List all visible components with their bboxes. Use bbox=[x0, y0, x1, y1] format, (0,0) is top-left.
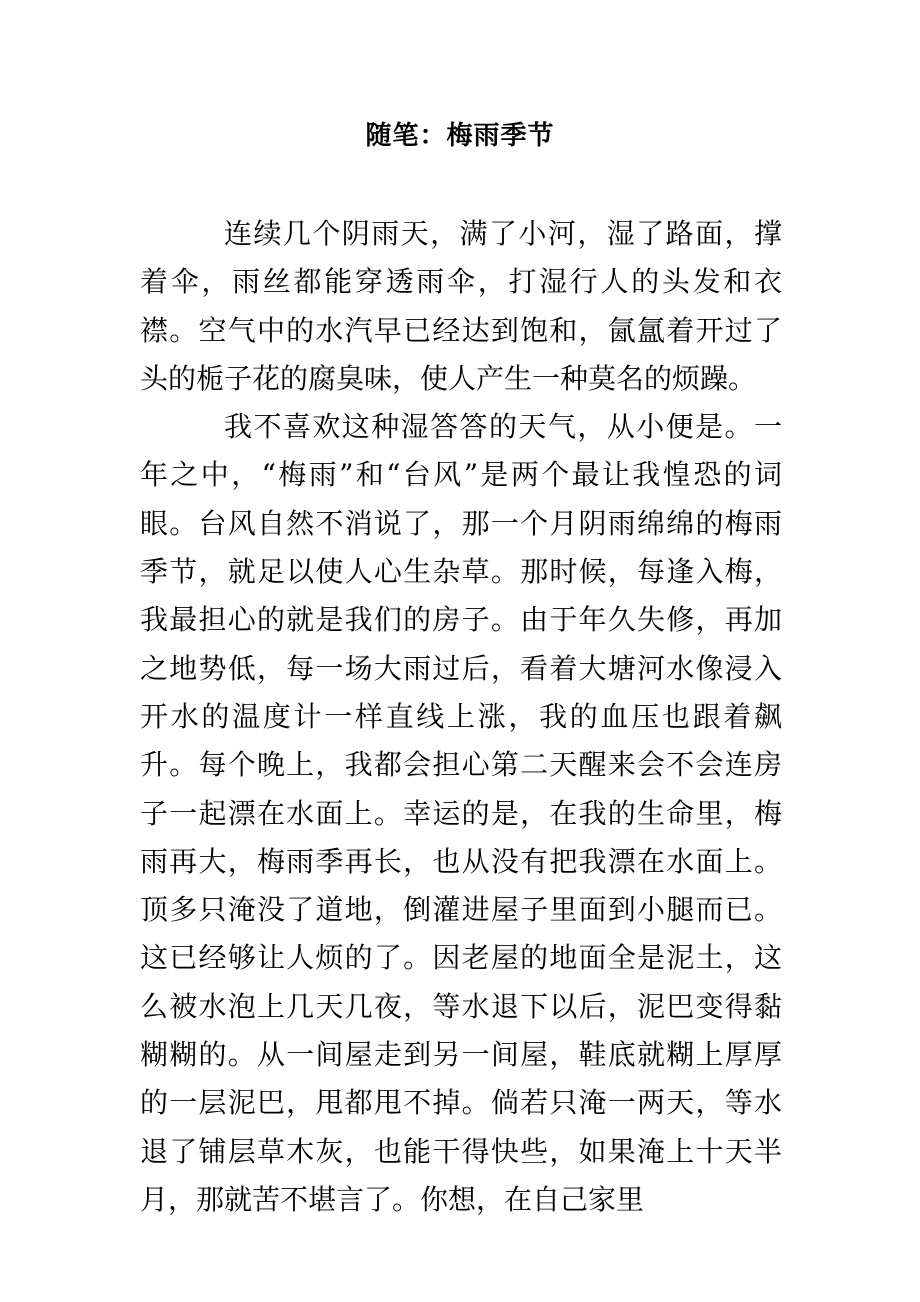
page-title: 随笔：梅雨季节 bbox=[365, 121, 555, 151]
paragraph-2: 我不喜欢这种湿答答的天气，从小便是。一年之中，“梅雨”和“台风”是两个最让我惶恐的词眼。台风自然不消说了，那一个月阴雨绵绵的梅雨季节，就足以使人心生杂草。那时候，每逢入梅，我最担心的就是我们的房子。由于年久失修，再加之地势低，每一场大雨过后，看着大塘河水像浸入开水的温度计一样直线上涨，我的血压也跟着飙升。每个晚上，我都会担心第二天醒来会不会连房子一起漂在水面上。幸运的是，在我的生命里，梅雨再大，梅雨季再长，也从没有把我漂在水面上。顶多只淹没了道地，倒灌进屋子里面到小腿而已。这已经够让人烦的了。因老屋的地面全是泥土，这么被水泡上几天几夜，等水退下以后，泥巴变得黏糊糊的。从一间屋走到另一间屋，鞋底就糊上厚厚的一层泥巴，甩都甩不掉。倘若只淹一两天，等水退了铺层草木灰，也能干得快些，如果淹上十天半月，那就苦不堪言了。你想，在自己家里 bbox=[140, 410, 782, 1216]
article-body bbox=[140, 210, 782, 1224]
paragraph-1: 连续几个阴雨天，满了小河，湿了路面，撑着伞，雨丝都能穿透雨伞，打湿行人的头发和衣襟。空气中的水汽早已经达到饱和，氤氲着开过了头的栀子花的腐臭味，使人产生一种莫名的烦躁。 bbox=[140, 217, 782, 395]
